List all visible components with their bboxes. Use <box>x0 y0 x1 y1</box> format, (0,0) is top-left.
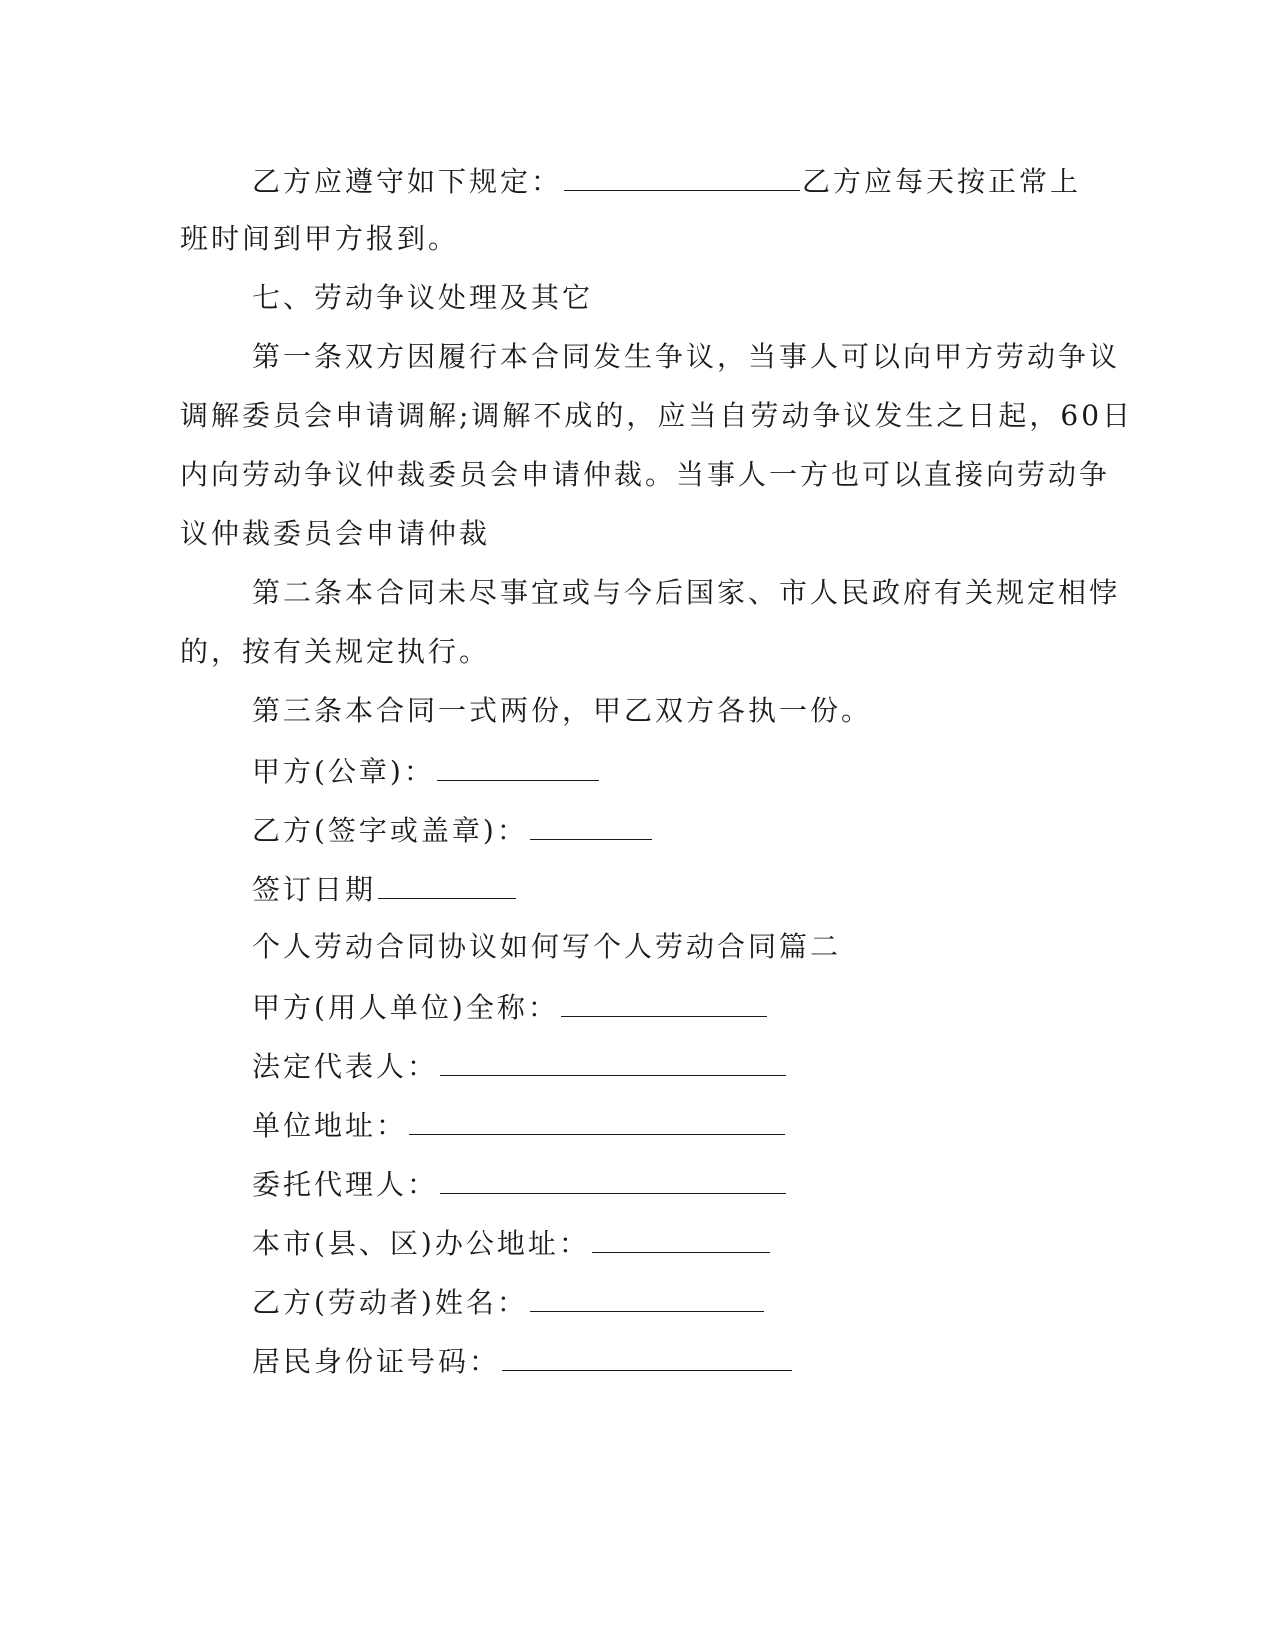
party-b-sign-label: 乙方(签字或盖章)： <box>252 814 528 847</box>
legal-rep-label: 法定代表人： <box>252 1050 439 1083</box>
rules-continuation: 乙方应每天按正常上 <box>802 165 1082 198</box>
article-1-line: 议仲裁委员会申请仲裁 <box>180 517 491 550</box>
party-a-seal-blank <box>437 750 599 781</box>
employer-name-blank <box>561 986 767 1017</box>
rules-blank <box>564 160 800 191</box>
party-a-seal-label: 甲方(公章)： <box>252 755 435 788</box>
address-label: 单位地址： <box>252 1109 408 1142</box>
address-blank <box>409 1104 785 1135</box>
article-2-line: 第二条本合同未尽事宜或与今后国家、市人民政府有关规定相悖 <box>252 576 1121 609</box>
sign-date-label: 签订日期 <box>252 873 377 906</box>
employee-name-blank <box>530 1281 764 1312</box>
article-1-line: 内向劳动争议仲裁委员会申请仲裁。当事人一方也可以直接向劳动争 <box>180 458 1111 491</box>
sign-date-blank <box>378 868 516 899</box>
employee-name-field <box>252 1281 766 1321</box>
agent-label: 委托代理人： <box>252 1168 439 1201</box>
article-3-line: 第三条本合同一式两份，甲乙双方各执一份。 <box>252 694 873 727</box>
local-office-field <box>252 1222 772 1262</box>
local-office-blank <box>592 1222 770 1253</box>
employer-name-label: 甲方(用人单位)全称： <box>252 991 559 1024</box>
id-number-field <box>252 1340 794 1380</box>
rules-label: 乙方应遵守如下规定： <box>252 165 563 198</box>
article-1-line: 调解委员会申请调解;调解不成的，应当自劳动争议发生之日起，60日 <box>180 399 1134 432</box>
part-two-title: 个人劳动合同协议如何写个人劳动合同篇二 <box>252 930 842 963</box>
address-field <box>252 1104 787 1144</box>
article-1-line: 第一条双方因履行本合同发生争议，当事人可以向甲方劳动争议 <box>252 340 1121 373</box>
id-number-blank <box>502 1340 792 1371</box>
local-office-label: 本市(县、区)办公地址： <box>252 1227 590 1260</box>
rules-line <box>252 160 1081 200</box>
party-b-sign-blank <box>530 809 652 840</box>
legal-rep-field <box>252 1045 788 1085</box>
article-2-line: 的，按有关规定执行。 <box>180 635 491 668</box>
legal-rep-blank <box>440 1045 786 1076</box>
section-heading: 七、劳动争议处理及其它 <box>252 281 594 314</box>
sign-date-field <box>252 868 518 908</box>
party-b-sign-field <box>252 809 654 849</box>
employee-name-label: 乙方(劳动者)姓名： <box>252 1286 528 1319</box>
agent-blank <box>440 1163 786 1194</box>
paragraph-line: 班时间到甲方报到。 <box>180 222 460 255</box>
id-number-label: 居民身份证号码： <box>252 1345 501 1378</box>
agent-field <box>252 1163 788 1203</box>
employer-name-field <box>252 986 769 1026</box>
party-a-seal-field <box>252 750 601 790</box>
